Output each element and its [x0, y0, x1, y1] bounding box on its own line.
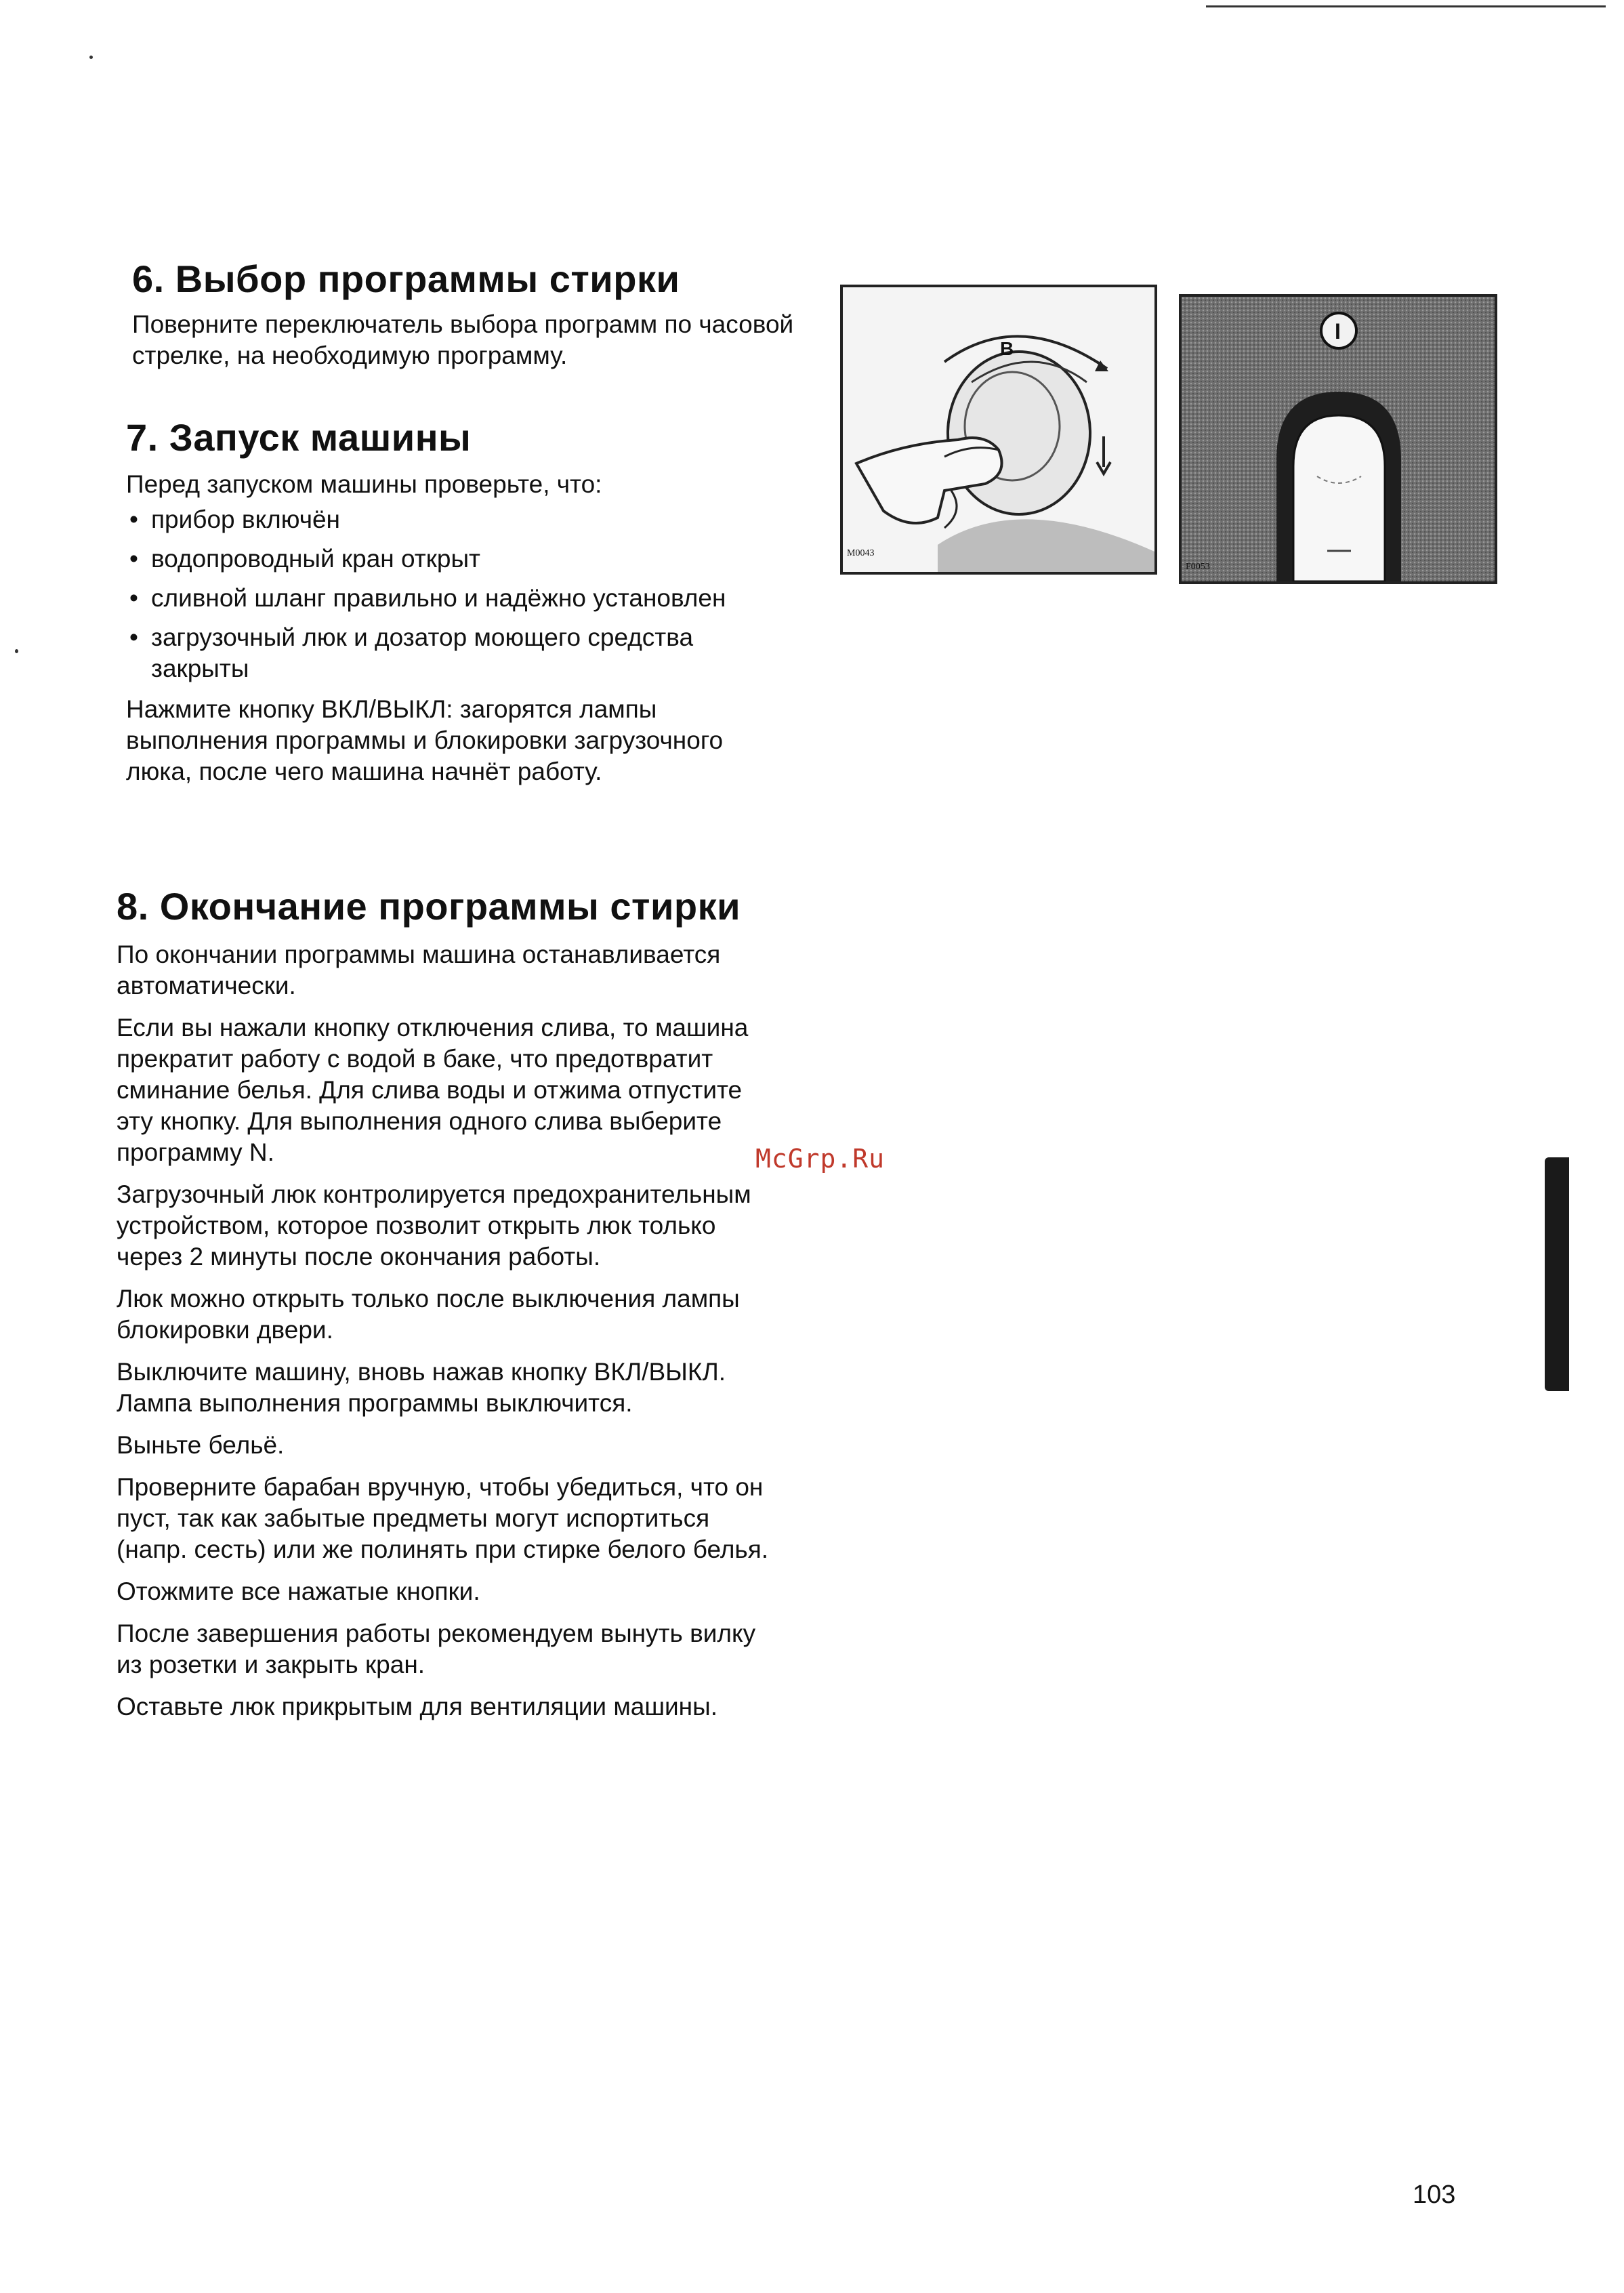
- section-7-intro: Перед запуском машины проверьте, что:: [126, 470, 602, 498]
- section-thumb-tab: [1545, 1157, 1569, 1391]
- paragraph: После завершения работы рекомендуем вынуть вилку из розетки и закрыть кран.: [117, 1619, 756, 1678]
- button-illustration: [1182, 297, 1495, 581]
- list-item: • водопроводный кран открыт: [126, 543, 790, 575]
- watermark: McGrp.Ru: [755, 1144, 886, 1174]
- section-7: [126, 413, 790, 797]
- figure-program-dial: [840, 285, 1157, 575]
- section-8-title: 8. Окончание программы стирки: [117, 885, 741, 928]
- list-item: • сливной шланг правильно и надёжно установлен: [126, 583, 790, 614]
- scan-speck: [15, 649, 18, 653]
- finger: [1293, 415, 1385, 581]
- paragraph: Выньте бельё.: [117, 1431, 285, 1459]
- figure-code: F0053: [1186, 562, 1210, 572]
- paragraph: Выключите машину, вновь нажав кнопку ВКЛ/ВЫКЛ. Лампа выполнения программы выключится.: [117, 1358, 726, 1417]
- section-6-text: Поверните переключатель выбора программ по часовой стрелке, на необходимую программу.: [132, 310, 794, 369]
- paragraph: Проверните барабан вручную, чтобы убедиться, что он пуст, так как забытые предметы могут испортиться (напр. сесть) или же полинять при стирке белого белья.: [117, 1473, 769, 1563]
- paragraph: Загрузочный люк контролируется предохранительным устройством, которое позволит открыть люк только через 2 минуты после окончания работы.: [117, 1180, 751, 1271]
- list-item: • загрузочный люк и дозатор моющего средства закрыты: [126, 622, 790, 684]
- figure-code: M0043: [847, 548, 875, 558]
- program-dial: [948, 352, 1090, 514]
- paragraph: По окончании программы машина останавливается автоматически.: [117, 941, 721, 999]
- checklist: [126, 504, 790, 684]
- section-8: [117, 882, 780, 1733]
- dial-label: B: [1000, 338, 1014, 359]
- figure-power-button: [1179, 294, 1497, 584]
- section-7-text: Нажмите кнопку ВКЛ/ВЫКЛ: загорятся лампы выполнения программы и блокировки загрузочного люка, после чего машина начнёт работу.: [126, 695, 724, 785]
- scan-speck: [89, 56, 93, 59]
- page-number: 103: [1413, 2181, 1456, 2209]
- list-item: • прибор включён: [126, 504, 790, 535]
- section-7-title: 7. Запуск машины: [126, 416, 472, 459]
- paragraph: Отожмите все нажатые кнопки.: [117, 1577, 480, 1605]
- section-6-title: 6. Выбор программы стирки: [132, 257, 680, 300]
- paragraph: Люк можно открыть только после выключения лампы блокировки двери.: [117, 1285, 740, 1344]
- power-symbol: I: [1335, 319, 1341, 344]
- dial-illustration: [843, 287, 1154, 572]
- paragraph: Если вы нажали кнопку отключения слива, то машина прекратит работу с водой в баке, что предотвратит сминание белья. Для слива воды и отжима отпустите эту кнопку. Для выполнения одного слива выберите программу N.: [117, 1014, 749, 1166]
- top-rule: [1206, 5, 1606, 7]
- paragraph: Оставьте люк прикрытым для вентиляции машины.: [117, 1693, 717, 1720]
- section-6: [132, 255, 796, 381]
